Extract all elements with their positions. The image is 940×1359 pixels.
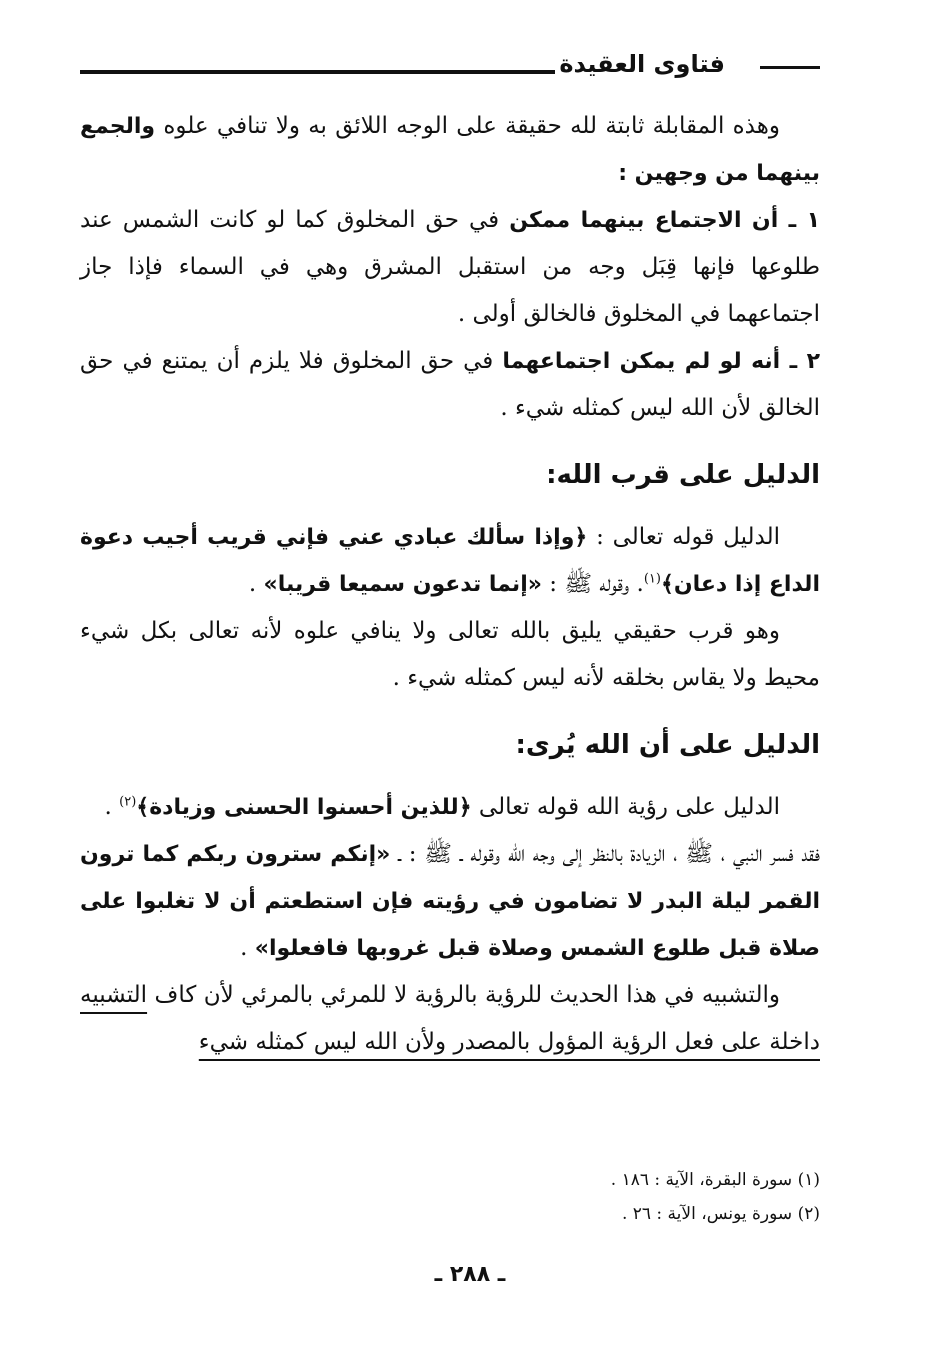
vision-end: . xyxy=(104,794,120,820)
footnotes xyxy=(80,1163,820,1231)
main-text xyxy=(80,103,820,1066)
footnote-1: (١) سورة البقرة، الآية : ١٨٦ . xyxy=(610,1170,820,1190)
vision-intro: الدليل على رؤية الله قوله تعالى xyxy=(471,794,780,820)
hadith-quote-1: «إنما تدعون سميعا قريبا» xyxy=(263,572,542,597)
footnote-ref-1[interactable]: (١) xyxy=(643,571,661,587)
vision-hadith-end: . xyxy=(240,935,255,961)
vision-paragraph-1 xyxy=(80,784,820,831)
hadith-quote-2: «إنكم سترون ربكم كما ترون القمر ليلة البدر لا تضامون في رؤيته فإن استطعتم أن لا تغلبوا على صلاة قبل طلوع الشمس وصلاة قبل غروبها فافعلوا» xyxy=(80,842,820,961)
point-1-text: في حق المخلوق كما لو كانت الشمس عند طلوعها فإنها قِبَل وجه من استقبل المشرق وهي في السماء فإذا جاز اجتماعهما في المخلوق فالخالق أولى . xyxy=(80,207,820,327)
point-1 xyxy=(80,197,820,338)
point-2-bold: ٢ ـ أنه لو لم يمكن اجتماعهما xyxy=(502,349,820,374)
quran-quote-1: ﴿وإذا سألك عبادي عني فإني قريب أجيب دعوة الداع إذا دعان﴾ xyxy=(80,525,820,597)
proximity-paragraph-2: وهو قرب حقيقي يليق بالله تعالى ولا ينافي علوه لأنه تعالى بكل شيء محيط ولا يقاس بخلقه لأنه ليس كمثله شيء . xyxy=(80,618,820,691)
vision-explanation: فقد فسر النبي ، ﷺ ، الزيادة بالنظر إلى وجه الله وقوله ـ ﷺ : ـ xyxy=(390,841,820,867)
footnote-2: (٢) سورة يونس، الآية : ٢٦ . xyxy=(621,1204,820,1224)
proximity-paragraph-1 xyxy=(80,514,820,608)
proximity-end: . xyxy=(248,571,264,597)
point-2 xyxy=(80,338,820,432)
analogy-underlined: التشبيه داخلة على فعل الرؤية المؤول بالمصدر ولأن الله ليس كمثله شيء xyxy=(80,982,820,1055)
footnote-ref-2[interactable]: (٢) xyxy=(119,794,137,810)
point-2-text: في حق المخلوق فلا يلزم أن يمتنع في حق الخالق لأن الله ليس كمثله شيء . xyxy=(80,348,820,421)
page-number: ـ ٢٨٨ ـ xyxy=(434,1262,506,1287)
proximity-mid: . وقوله ﷺ : xyxy=(541,571,644,597)
vision-paragraph-2 xyxy=(80,831,820,972)
heading-vision: الدليل على أن الله يُرى: xyxy=(515,730,820,760)
header-rule-right xyxy=(760,66,820,69)
running-header xyxy=(80,48,820,88)
intro-end: : xyxy=(618,161,635,186)
vision-paragraph-3 xyxy=(80,972,820,1066)
intro-bold: والجمع بينهما من وجهين xyxy=(80,114,820,186)
intro-text: وهذه المقابلة ثابتة لله حقيقة على الوجه اللائق به ولا تنافي علوه xyxy=(155,113,780,139)
header-rule-left xyxy=(80,70,555,74)
point-1-bold: ١ ـ أن الاجتماع بينهما ممكن xyxy=(509,208,820,233)
proximity-intro: الدليل قوله تعالى : xyxy=(587,524,780,550)
analogy-text: والتشبيه في هذا الحديث للرؤية بالرؤية لا للمرئي بالمرئي لأن كاف xyxy=(147,982,780,1008)
heading-proximity: الدليل على قرب الله: xyxy=(546,460,820,490)
quran-quote-2: ﴿للذين أحسنوا الحسنى وزيادة﴾ xyxy=(136,795,472,820)
header-title: فتاوى العقيدة xyxy=(559,50,725,78)
intro-paragraph xyxy=(80,103,820,197)
